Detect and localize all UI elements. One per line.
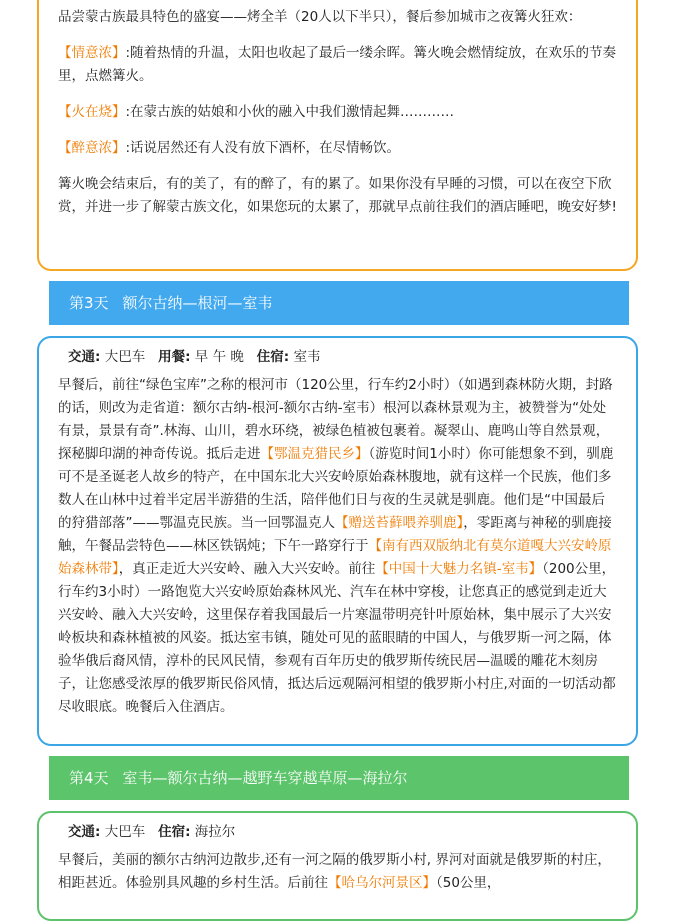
transport-label: 交通: <box>68 824 101 840</box>
bonfire-closing: 篝火晚会结束后，有的美了，有的醉了，有的累了。如果你没有早睡的习惯，可以在夜空下欣赏，并进一步了解蒙古族文化，如果您玩的太累了，那就早点前往我们的酒店睡吧，晚安好梦! <box>58 176 617 215</box>
description-text: （50公里， <box>436 875 501 891</box>
day3-detail-card <box>37 336 638 746</box>
description-text: 早餐后，前往“绿色宝库”之称的根河市（120公里，行车约2小时）（如遇到森林防火期，封路的话，则改为走省道：额尔古纳-根河-额尔古纳-室韦）根河以森林景观为主，被赞誉为“处处有景，景景有奇”.林海、山川，碧水环绕，被绿色植被包裹着。凝翠山、鹿鸣山等自然景观，探秘脚印湖的神奇传说。抵后走进 <box>58 377 613 462</box>
day4-number: 第4天 <box>69 769 109 787</box>
transport-value: 大巴车 <box>104 824 146 840</box>
bonfire-item <box>58 137 618 160</box>
stay-value: 海拉尔 <box>194 824 236 840</box>
day3-info-row <box>58 346 618 368</box>
bonfire-item-tag: 【情意浓】 <box>58 45 126 61</box>
bonfire-item-text: :话说居然还有人没有放下酒杯，在尽情畅饮。 <box>125 140 401 156</box>
day4-description <box>58 849 618 895</box>
transport-value: 大巴车 <box>104 349 146 365</box>
attraction-highlight: 【中国十大魅力名镇-室韦】 <box>375 561 543 577</box>
meal-label: 用餐: <box>158 349 191 365</box>
description-text: （游览时间1小时）你可能想象不到，驯鹿可不是圣诞老人故乡的特产，在中国东北大兴安岭原始森林腹地，就有这样一个民族，他们多数人在山林中过着半定居半游猎的生活，陪伴他们日与夜的生灵就是驯鹿。他们是“中国最后的狩猎部落”——鄂温克民族。当一回鄂温克人 <box>58 446 614 531</box>
bonfire-item-tag: 【醉意浓】 <box>58 140 126 156</box>
stay-label: 住宿: <box>256 349 290 365</box>
bonfire-intro: 品尝蒙古族最具特色的盛宴——烤全羊（20人以下半只），餐后参加城市之夜篝火狂欢： <box>58 9 582 25</box>
description-text: 早餐后，美丽的额尔古纳河边散步,还有一河之隔的俄罗斯小村, 界河对面就是俄罗斯的村庄，相距甚近。体验别具风趣的乡村生活。后前往 <box>58 852 611 891</box>
day4-route: 室韦—额尔古纳—越野车穿越草原—海拉尔 <box>122 769 408 787</box>
stay-value: 室韦 <box>293 349 321 365</box>
day3-route: 额尔古纳—根河—室韦 <box>122 294 273 312</box>
description-text: ，真正走近大兴安岭、融入大兴安岭。前往 <box>118 561 376 577</box>
attraction-highlight: 【南有西双版纳北有莫尔道嘎大兴安岭原始森林带】 <box>58 538 612 577</box>
day3-header <box>49 281 629 325</box>
attraction-highlight: 【赠送苔藓喂养驯鹿】 <box>335 515 464 531</box>
day4-detail-card <box>37 811 638 921</box>
meal-value: 早 午 晚 <box>194 349 244 365</box>
day3-description <box>58 374 618 719</box>
bonfire-item <box>58 101 618 124</box>
day4-info-row <box>58 821 618 843</box>
description-text: ，零距离与神秘的驯鹿接触，午餐品尝特色——林区铁锅炖；下午一路穿行于 <box>58 515 612 554</box>
bonfire-item <box>58 42 618 88</box>
bonfire-item-tag: 【火在烧】 <box>58 104 126 120</box>
day4-header <box>49 756 629 800</box>
stay-label: 住宿: <box>158 824 191 840</box>
day3-number: 第3天 <box>69 294 109 312</box>
day2-detail-card <box>37 0 638 271</box>
bonfire-item-text: :在蒙古族的姑娘和小伙的融入中我们激情起舞………… <box>125 104 455 120</box>
bonfire-item-text: :随着热情的升温，太阳也收起了最后一缕余晖。篝火晚会燃情绽放，在欢乐的节奏里，点燃篝火。 <box>58 45 617 84</box>
attraction-highlight: 【鄂温克猎民乡】 <box>260 446 369 462</box>
transport-label: 交通: <box>68 349 101 365</box>
description-text: （200公里，行车约3小时）一路饱览大兴安岭原始森林风光、汽车在林中穿梭，让您真正的感觉到走近大兴安岭、融入大兴安岭，这里保存着我国最后一片寒温带明亮针叶原始林，集中展示了大兴安岭板块和森林植被的风姿。抵达室韦镇，随处可见的蓝眼睛的中国人，与俄罗斯一河之隔，体验华俄后裔风情，淳朴的民风民情，参观有百年历史的俄罗斯传统民居—温暖的雕花木刻房子，让您感受浓厚的俄罗斯民俗风情，抵达后远观隔河相望的俄罗斯小村庄,对面的一切活动都尽收眼底。晚餐后入住酒店。 <box>58 561 616 715</box>
attraction-highlight: 【哈乌尔河景区】 <box>328 875 436 891</box>
